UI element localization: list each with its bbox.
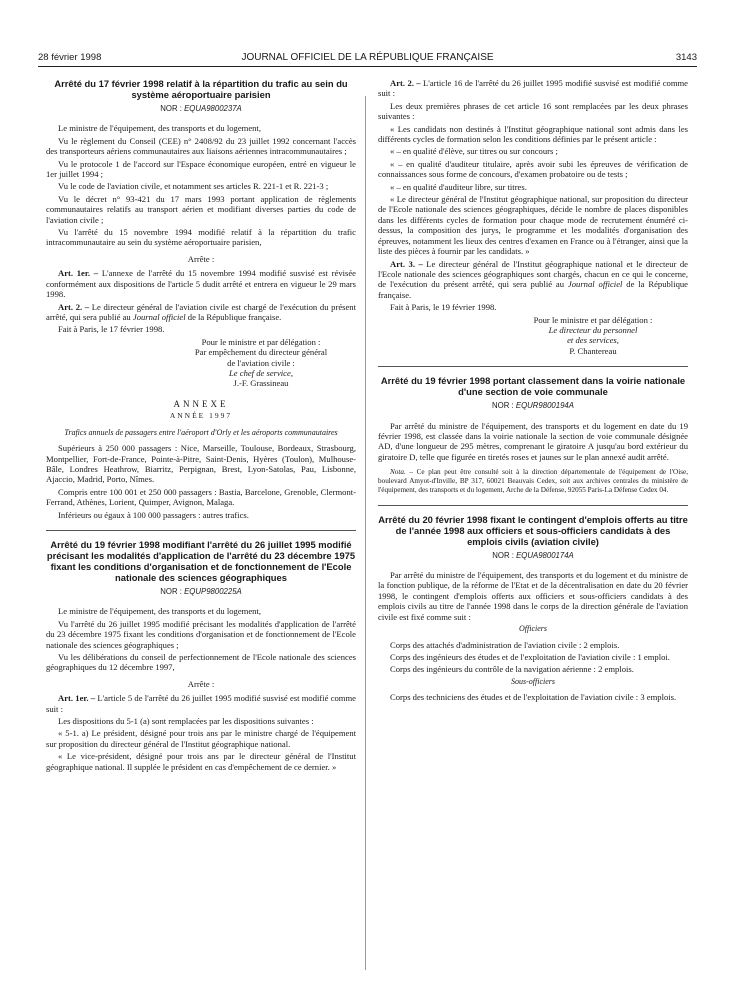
- paragraph: Le ministre de l'équipement, des transports et du logement,: [58, 606, 261, 617]
- paragraph: « – en qualité d'auditeur libre, sur titres.: [390, 181, 527, 192]
- annee-heading: ANNÉE 1997: [169, 411, 233, 421]
- header-rule: [38, 66, 697, 67]
- paragraph: Le ministre de l'équipement, des transports et du logement,: [58, 123, 261, 134]
- nor-reference: NOR : EQUA9800174A: [492, 550, 574, 560]
- left-column: [46, 78, 356, 774]
- sous-officiers-heading: Sous-officiers: [511, 676, 555, 686]
- paragraph: Compris entre 100 001 et 250 000 passagers : Bastia, Barcelone, Grenoble, Clermont-Ferrand, Athènes, Lorient, Quimper, Avignon, Malaga.: [46, 486, 356, 508]
- paragraph: Corps des attachés d'administration de l'aviation civile : 2 emplois.: [390, 639, 620, 650]
- decree-title: Arrêté du 19 février 1998 modifiant l'arrêté du 26 juillet 1995 modifié précisant les modalités d'application de l'arrêté du 23 décembre 1975 fixant les conditions d'organisation et de fonctionnement de l'Ecole nationale des sciences géographiques: [46, 539, 356, 583]
- decree-title: Arrêté du 17 février 1998 relatif à la répartition du trafic au sein du système aéroportuaire parisien: [54, 78, 348, 100]
- decree-voirie: [378, 375, 688, 494]
- header-date: 28 février 1998: [38, 52, 102, 63]
- decree-ensg-continued: [378, 78, 688, 356]
- article: Art. 1er. – L'article 5 de l'arrêté du 26 juillet 1995 modifié susvisé est modifié comme suit :: [46, 693, 356, 714]
- page-number: 3143: [675, 52, 697, 63]
- fait-a-paris: Fait à Paris, le 17 février 1998.: [58, 324, 165, 335]
- paragraph: Vu le protocole 1 de l'accord sur l'Espace économique européen, entré en vigueur le 1er juillet 1994 ;: [46, 158, 356, 180]
- nor-reference: NOR : EQUR9800194A: [492, 401, 574, 411]
- paragraph: Vu les délibérations du conseil de perfectionnement de l'Ecole nationale des sciences géographiques du 12 décembre 1997,: [46, 652, 356, 673]
- journal-title: JOURNAL OFFICIEL DE LA RÉPUBLIQUE FRANÇAISE: [241, 52, 494, 63]
- decree-title: Arrêté du 19 février 1998 portant classement dans la voirie nationale d'une section de voie communale: [380, 375, 686, 398]
- decree-title: Arrêté du 20 février 1998 fixant le contingent d'emplois offerts au titre de l'année 1998 aux officiers et sous-officiers candidats à des emplois civils (aviation civile): [378, 513, 688, 547]
- paragraph: Inférieurs ou égaux à 100 000 passagers : autres trafics.: [58, 509, 249, 520]
- paragraph: Corps des techniciens des études et de l'exploitation de l'aviation civile : 3 emplois.: [390, 692, 677, 703]
- paragraph: Corps des ingénieurs du contrôle de la navigation aérienne : 2 emplois.: [390, 664, 634, 675]
- paragraph: « – en qualité d'élève, sur titres ou sur concours ;: [390, 146, 558, 157]
- paragraph: Les deux premières phrases de cet article 16 sont remplacées par les deux phrases suivantes :: [378, 100, 688, 122]
- nota-note: Nota. – Ce plan peut être consulté soit à la direction départementale de l'équipement de l'Oise, boulevard Amyot-d'Inville, BP 317, 60021 Beauvais Cedex, soit aux archives centrales du ministère de l'équipement, des transports et du logement, Arche de la Défense, 92055 Paris-La Défense Cedex 04.: [378, 468, 688, 494]
- right-column: [378, 78, 688, 705]
- annexe-heading: ANNEXE: [173, 398, 229, 409]
- paragraph: « Le vice-président, désigné pour trois ans par le directeur général de l'Institut géographique national. Il supplée le président en cas d'empêchement de ce dernier. »: [46, 751, 356, 772]
- decree-aeroport: [46, 78, 356, 520]
- paragraph: Vu l'arrêté du 26 juillet 1995 modifié précisant les modalités d'application de l'arrêté du 23 décembre 1975 fixant les conditions d'organisation et de fonctionnement de l'Ecole nationale des sciences géographiques ;: [46, 618, 356, 650]
- paragraph: Supérieurs à 250 000 passagers : Nice, Marseille, Toulouse, Bordeaux, Strasbourg, Montpellier, Fort-de-France, Pointe-à-Pitre, Saint-Denis, Hyères (Toulon), Mulhouse-Bâle, Londres Heathrow, Biarritz, Perpignan, Brest, Lyon-Satolas, Pau, Lisbonne, Ajaccio, Madrid, Porto, Nîmes.: [46, 443, 356, 485]
- nor-reference: NOR : EQUA9800237A: [160, 104, 242, 113]
- section-separator: [378, 505, 688, 506]
- article: Art. 3. – Le directeur général de l'Institut géographique national et le directeur de l'Ecole nationale des sciences géographiques sont chargés, chacun en ce qui le concerne, de l'exécution du présent arrêté, qui sera publié au Journal officiel de la République française.: [378, 258, 688, 300]
- paragraph: « – en qualité d'auditeur titulaire, après avoir subi les épreuves de vérification de connaissances sous forme de concours, d'examen probatoire ou de tests ;: [378, 158, 688, 180]
- article: Art. 2. – Le directeur général de l'aviation civile est chargé de l'exécution du présent arrêté, qui sera publié au Journal officiel de la République française.: [46, 301, 356, 322]
- paragraph: Vu le décret n° 93-421 du 17 mars 1993 portant application de règlements communautaires relatifs au transport aérien et modifiant diverses parties du code de l'aviation civile ;: [46, 193, 356, 225]
- signature-block: Pour le ministre et par délégation : Le directeur du personnel et des services, P. Chantereau: [533, 314, 653, 356]
- paragraph: Les dispositions du 5-1 (a) sont remplacées par les dispositions suivantes :: [58, 716, 314, 727]
- paragraph: Vu l'arrêté du 15 novembre 1994 modifié relatif à la répartition du trafic intracommunautaire au sein du système aéroportuaire parisien,: [46, 227, 356, 248]
- arrete-heading: Arrête :: [187, 678, 215, 689]
- paragraph: « Les candidats non destinés à l'Institut géographique national sont admis dans les différents cycles de formation selon les conditions définies par le présent article :: [378, 123, 688, 145]
- officiers-heading: Officiers: [519, 624, 547, 634]
- paragraph: Par arrêté du ministre de l'équipement, des transports et du logement en date du 19 février 1998, est classée dans la voirie nationale la section de voie communale désignée AD, d'une longueur de 295 mètres, comprenant le giratoire A jusqu'au bord extérieur du giratoire D, telle que figurée en tiretés roses et jaunes sur le plan annexé audit arrêté.: [378, 420, 688, 462]
- section-separator: [46, 530, 356, 531]
- paragraph: Vu le règlement du Conseil (CEE) n° 2408/92 du 23 juillet 1992 concernant l'accès des transporteurs aériens communautaires aux liaisons aériennes intracommunautaires ;: [46, 135, 356, 157]
- arrete-heading: Arrête :: [187, 253, 215, 264]
- paragraph: « Le directeur général de l'Institut géographique national, sur proposition du directeur de l'Ecole nationale des sciences géographiques, décide le nombre de places disponibles dans les différents cycles de formation pour chaque mode de recrutement énuméré ci-dessus, la composition des jurys, le programme et les modalités d'organisation des épreuves, notamment les lieux des centres d'examen en France ou à l'étranger, ainsi que la liste des pièces à fournir par les candidats. »: [378, 194, 688, 257]
- paragraph: « 5-1. a) Le président, désigné pour trois ans par le ministre chargé de l'équipement sur proposition du directeur général de l'Institut géographique national.: [46, 728, 356, 749]
- article: Art. 2. – L'article 16 de l'arrêté du 26 juillet 1995 modifié susvisé est modifié comme suit :: [378, 78, 689, 99]
- nor-reference: NOR : EQUP9800225A: [160, 587, 242, 596]
- paragraph: Corps des ingénieurs des études et de l'exploitation de l'aviation civile : 1 emploi.: [390, 652, 670, 663]
- section-separator: [378, 366, 688, 367]
- page-header: [38, 52, 697, 70]
- decree-ensg: [46, 539, 356, 772]
- paragraph: Par arrêté du ministre de l'équipement, des transports et du logement et du ministre de la fonction publique, de la réforme de l'Etat et de la décentralisation en date du 20 février 1998, le contingent d'emplois offerts aux officiers et sous-officiers candidats à des emplois civils au titre de l'année 1998 dans le corps de la direction générale de l'aviation civile est fixé comme suit :: [378, 569, 688, 622]
- decree-contingent: [378, 514, 688, 703]
- paragraph: Vu le code de l'aviation civile, et notamment ses articles R. 221-1 et R. 221-3 ;: [58, 181, 329, 192]
- signature-block: Pour le ministre et par délégation : Par empêchement du directeur général de l'aviation civile : Le chef de service, J.-F. Grassineau: [194, 336, 328, 389]
- fait-a-paris: Fait à Paris, le 19 février 1998.: [390, 302, 497, 313]
- column-divider: [365, 96, 366, 970]
- trafics-subtitle: Trafics annuels de passagers entre l'aéroport d'Orly et les aéroports communautaires: [64, 427, 338, 437]
- article: Art. 1er. – L'annexe de l'arrêté du 15 novembre 1994 modifié susvisé est révisée conformément aux dispositions de l'article 5 dudit arrêté et entrera en vigueur le 29 mars 1998.: [46, 268, 356, 300]
